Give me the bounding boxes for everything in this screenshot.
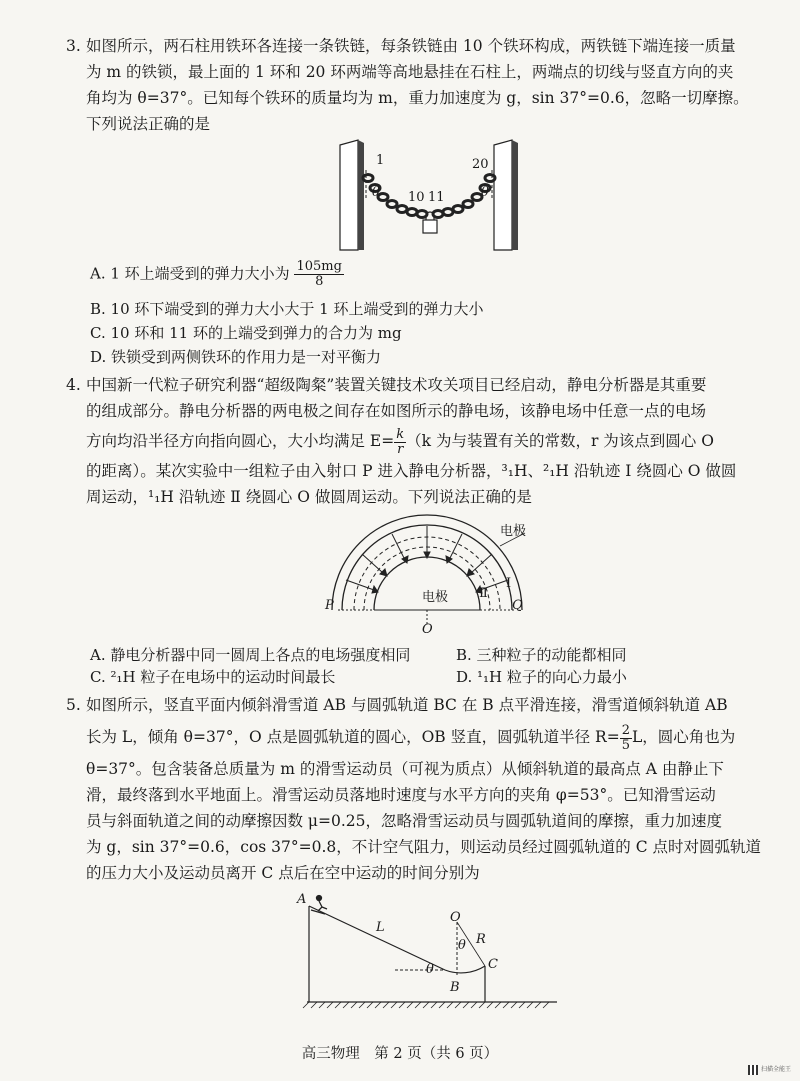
page-footer: 高三物理 第 2 页（共 6 页） (301, 1046, 499, 1062)
question-text-line: θ=37°。包含装备总质量为 m 的滑雪运动员（可视为质点）从倾斜轨道的最高点 A 由静止下 (86, 760, 724, 778)
question-text-line: 周运动，¹₁H 沿轨迹 Ⅱ 绕圆心 O 做圆周运动。下列说法正确的是 (86, 488, 532, 506)
ring-label-1: 1 (376, 153, 385, 168)
question-number: 4. (66, 376, 81, 394)
theta-label-slope: θ (426, 962, 434, 977)
theta-label-left: θ (372, 185, 380, 200)
ring-label-11: 11 (428, 190, 445, 205)
fraction: $\frac{105mg}{8}$ (296, 259, 342, 289)
question-text-line: 员与斜面轨道之间的动摩擦因数 μ=0.25，忽略滑雪运动员与圆弧轨道间的摩擦，重力加速度 (86, 812, 723, 830)
track-label-2: Ⅱ (479, 586, 488, 601)
option-a: A. 静电分析器中同一圆周上各点的电场强度相同 (90, 646, 411, 664)
point-q-label: Q (512, 598, 523, 613)
question-text-line: 角均为 θ=37°。已知每个铁环的质量均为 m，重力加速度为 g，sin 37°=0.6，忽略一切摩擦。 (86, 89, 749, 107)
electrode-label-inner: 电极 (422, 590, 449, 605)
question-text-line: 为 g，sin 37°=0.6，cos 37°=0.8，不计空气阻力，则运动员经过圆弧轨道的 C 点时对圆弧轨道 (86, 838, 762, 856)
fraction: $\frac{2}{5}$ (621, 722, 630, 753)
question-text-line: 如图所示，竖直平面内倾斜滑雪道 AB 与圆弧轨道 BC 在 B 点平滑连接，滑雪道倾斜轨道 AB (86, 696, 728, 714)
theta-label-center: θ (458, 938, 466, 953)
question-text-line: 中国新一代粒子研究利器“超级陶粲”装置关键技术攻关项目已经启动，静电分析器是其重要 (86, 376, 707, 394)
question-text-line: 的压力大小及运动员离开 C 点后在空中运动的时间分别为 (86, 864, 480, 882)
option-b: B. 10 环下端受到的弹力大小大于 1 环上端受到的弹力大小 (90, 300, 484, 318)
question-text-line: 的距离）。某次实验中一组粒子由入射口 P 进入静电分析器，³₁H、²₁H 沿轨迹 Ⅰ 绕圆心 O 做圆 (86, 462, 737, 480)
option-d: D. ¹₁H 粒子的向心力最小 (456, 668, 627, 686)
question-4 (66, 372, 776, 510)
option-b: B. 三种粒子的动能都相同 (456, 646, 627, 664)
track-label-1: Ⅰ (506, 576, 512, 591)
analyzer-figure (320, 518, 530, 628)
scanner-watermark: 扫描全能王 (761, 1066, 792, 1073)
ring-label-10: 10 (408, 190, 425, 205)
question-text-line: 的组成部分。静电分析器的两电极之间存在如图所示的静电场，该静电场中任意一点的电场 (86, 402, 707, 420)
point-a-label: A (297, 892, 307, 907)
question-number: 3. (66, 37, 81, 55)
question-text-line: 滑，最终落到水平地面上。滑雪运动员落地时速度与水平方向的夹角 φ=53°。已知滑雪运动 (86, 786, 716, 804)
point-p-label: P (325, 598, 334, 613)
ski-slope-figure (295, 892, 565, 1012)
option-c: C. ²₁H 粒子在电场中的运动时间最长 (90, 668, 336, 686)
question-text-line: 如图所示，两石柱用铁环各连接一条铁链，每条铁链由 10 个铁环构成，两铁链下端连接一质量 (86, 37, 736, 55)
point-c-label: C (488, 957, 498, 972)
radius-r-label: R (476, 932, 486, 947)
qr-code-icon (748, 1065, 758, 1075)
point-o-label: O (450, 910, 461, 925)
fraction: $\frac{k}{r}$ (396, 426, 405, 457)
question-5 (66, 692, 776, 886)
question-text-line: 为 m 的铁锁，最上面的 1 环和 20 环两端等高地悬挂在石柱上，两端点的切线与竖直方向的夹 (86, 63, 734, 81)
question-text-line: 方向均沿半径方向指向圆心，大小均满足 E= $\frac{k}{r}$ （k 为与装置有关的常数，r 为该点到圆心 O (86, 426, 714, 457)
question-3 (66, 33, 776, 137)
theta-label-right: θ (481, 185, 489, 200)
option-d: D. 铁锁受到两侧铁环的作用力是一对平衡力 (90, 348, 382, 366)
question-text-line: 长为 L，倾角 θ=37°，O 点是圆弧轨道的圆心，OB 竖直，圆弧轨道半径 R= $\frac{2}{5}$ L，圆心角也为 (86, 722, 736, 753)
option-c: C. 10 环和 11 环的上端受到弹力的合力为 mg (90, 324, 402, 342)
center-o-label: O (422, 622, 433, 637)
option-a: A. 1 环上端受到的弹力大小为 $\frac{105mg}{8}$ (90, 259, 342, 289)
electrode-label-outer: 电极 (500, 524, 527, 539)
ring-label-20: 20 (472, 157, 489, 172)
question-number: 5. (66, 696, 81, 714)
length-l-label: L (376, 920, 385, 935)
point-b-label: B (450, 980, 460, 995)
question-text-line: 下列说法正确的是 (86, 115, 211, 133)
